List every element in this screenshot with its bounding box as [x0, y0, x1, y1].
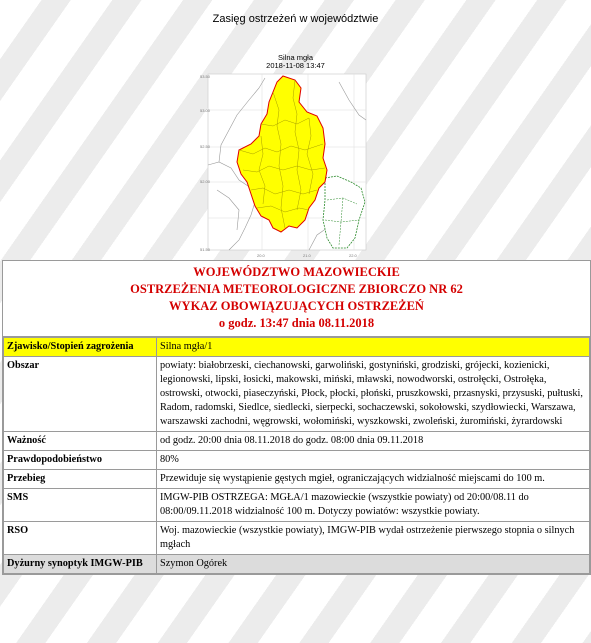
value-obszar: powiaty: białobrzeski, ciechanowski, garwoliński, gostyniński, grodziski, grójecki, kozienicki, legionowski, lipski, łosicki, makowski, miński, mławski, nowodworski, ostrołęcki, Ostrołęka, ostrowski, otwocki, piaseczyński, Płock, płocki, płoński, pruszkowski, przasnyski, przysuski, pułtuski, Radom, radomski, Siedlce, siedlecki, sierpecki, sochaczewski, sokołowski, szydłowiecki, Warszawa, warszawski zachodni, węgrowski, wołomiński, wyszkowski, zwoleński, żuromiński, żyrardowski: [157, 357, 590, 432]
row-przebieg: [4, 470, 590, 489]
warning-bulletin: [2, 260, 591, 575]
map-phenomenon: Silna mgła: [277, 53, 314, 62]
header-issue-time: o godz. 13:47 dnia 08.11.2018: [218, 316, 375, 330]
row-rso: [4, 522, 590, 555]
lat-label-2: 53.00: [200, 108, 211, 113]
map-datetime: 2018-11-08 13:47: [266, 61, 325, 70]
label-zjawisko: Zjawisko/Stopień zagrożenia: [4, 338, 157, 357]
value-zjawisko: Silna mgła/1: [157, 338, 590, 357]
voivodeship-map-svg: [199, 70, 371, 260]
row-waznosc: [4, 432, 590, 451]
header-list-title: WYKAZ OBOWIĄZUJĄCYCH OSTRZEŻEŃ: [169, 299, 424, 313]
label-rso: RSO: [4, 522, 157, 555]
row-prawdopodobienstwo: [4, 451, 590, 470]
label-obszar: Obszar: [4, 357, 157, 432]
lat-label-4: 52.00: [200, 179, 211, 184]
lon-label-1: 20.0: [257, 253, 265, 258]
value-waznosc: od godz. 20:00 dnia 08.11.2018 do godz. 08:00 dnia 09.11.2018: [157, 432, 590, 451]
warning-table: [3, 337, 590, 574]
value-sms: IMGW-PIB OSTRZEGA: MGŁA/1 mazowieckie (wszystkie powiaty) od 20:00/08.11 do 08:00/09.11.2018 widzialność 100 m. Dotyczy powiatów: wszystkie powiaty.: [157, 489, 590, 522]
label-sms: SMS: [4, 489, 157, 522]
row-zjawisko: [4, 338, 590, 357]
row-dyzurny: [4, 555, 590, 574]
row-sms: [4, 489, 590, 522]
label-prawdopodobienstwo: Prawdopodobieństwo: [4, 451, 157, 470]
lon-label-2: 21.0: [303, 253, 311, 258]
lon-label-3: 22.0: [349, 253, 357, 258]
label-waznosc: Ważność: [4, 432, 157, 451]
lat-label-3: 52.50: [200, 144, 211, 149]
lat-label-5: 51.50: [200, 247, 211, 252]
value-rso: Woj. mazowieckie (wszystkie powiaty), IMGW-PIB wydał ostrzeżenie pierwszego stopnia o silnych mgłach: [157, 522, 590, 555]
value-przebieg: Przewiduje się wystąpienie gęstych mgieł, ograniczających widzialność miejscami do 100 m.: [157, 470, 590, 489]
label-przebieg: Przebieg: [4, 470, 157, 489]
value-dyzurny: Szymon Ogórek: [157, 555, 590, 574]
label-dyzurny: Dyżurny synoptyk IMGW-PIB: [4, 555, 157, 574]
bulletin-header: [3, 261, 590, 337]
lat-label-1: 53.50: [200, 74, 211, 79]
header-voivodeship: WOJEWÓDZTWO MAZOWIECKIE: [193, 265, 400, 279]
row-obszar: [4, 357, 590, 432]
warning-map: [199, 70, 371, 260]
page-title: Zasięg ostrzeżeń w województwie: [212, 13, 379, 25]
value-prawdopodobienstwo: 80%: [157, 451, 590, 470]
header-bulletin-number: OSTRZEŻENIA METEOROLOGICZNE ZBIORCZO NR 62: [130, 282, 463, 296]
